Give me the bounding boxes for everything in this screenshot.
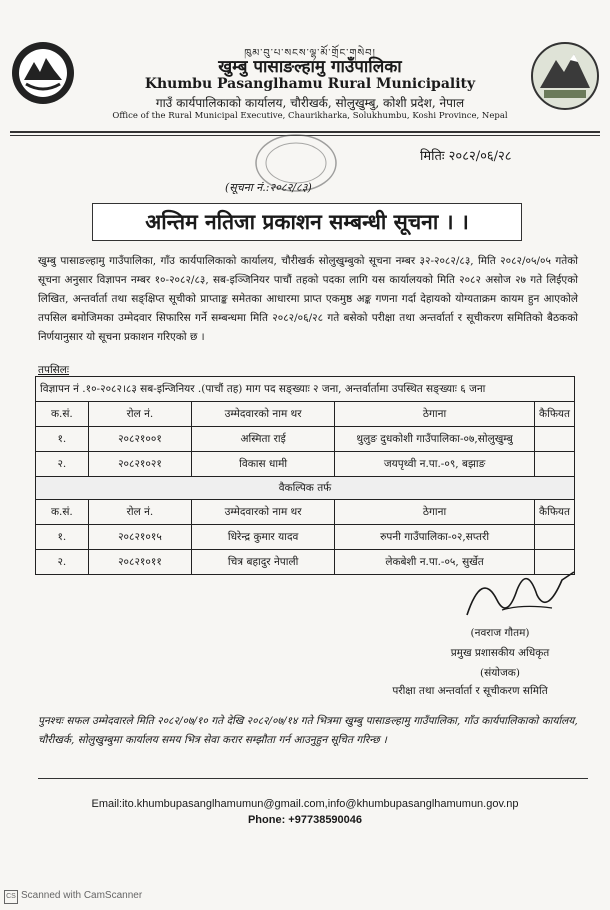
alternate-section-label: वैकल्पिक तर्फ — [36, 477, 575, 500]
nepal-emblem-logo — [10, 40, 76, 106]
cell-roll: २०८२१००१ — [88, 427, 191, 452]
notice-reference: (सूचना नं.:२०८२/८३) — [225, 181, 312, 194]
scanner-text: Scanned with CamScanner — [21, 890, 143, 901]
table-row — [36, 525, 575, 550]
signatory-designation: प्रमुख प्रशासकीय अधिकृत — [450, 647, 550, 659]
cell-sn: २. — [36, 452, 89, 477]
notice-body: खुम्बु पासाङल्हामु गाउँपालिका, गाँउ कार्यपालिकाको कार्यालय, चौरीखर्क सोलुखुम्बुको सूचना नम्बर ३२-२०८२/८३, मिति २०८२/०५/०५ गतेको सूचना अनुसार विज्ञापन नम्बर १०-२०८२/८३, सब-इञ्जिनियर पाचौं तहको पदका लागि यस कार्यालयको मिति २०८२ असोज २७ गते लिईएको लिखित, अन्तर्वार्ता तथा सङ्क्षिप्त सूचीको प्राप्ताङ्क समेतका आधारमा प्राप्त एकमुष्ठ अङ्क गणना गर्दा देहायको योग्यताक्रम कायम हुन आएकोले तपसिल बमोजिमका उम्मेदवार सिफारिस गर्ने सम्बन्धमा मिति २०८२/०६/२८ गते बसेको परीक्षा तथा अन्तर्वार्ता र सूचीकरण समितिको बैठकको निर्णयानुसार यो सूचना प्रकाशन गरिएको छ । — [38, 255, 578, 343]
signatory-name: (नवराज गौतम) — [470, 627, 530, 639]
cell-address: रुपनी गाउँपालिका-०२,सप्तरी — [335, 525, 535, 550]
footer-divider — [38, 778, 588, 779]
municipality-logo — [530, 40, 600, 112]
header-tibetan: ཁུམ་བུ་པ་སངས་ལྷ་མོ་གྲོང་གསེབ། — [244, 48, 376, 59]
table-row — [36, 452, 575, 477]
contact-email[interactable]: Email:ito.khumbupasanglhamumun@gmail.com,info@khumbupasanglhamumun.gov.np — [91, 798, 519, 810]
table-header-row — [36, 500, 575, 525]
col-header-remarks: कैफियत — [535, 402, 575, 427]
scanner-watermark — [4, 890, 142, 904]
cell-remarks — [535, 452, 575, 477]
cell-sn: २. — [36, 550, 89, 575]
contact-phone: Phone: +97738590046 — [247, 814, 363, 826]
col-header-name: उम्मेदवारको नाम थर — [192, 500, 335, 525]
header-office-english: Office of the Rural Municipal Executive, Chaurikharka, Solukhumbu, Koshi Province, Nepal — [112, 111, 508, 121]
notice-date: मितिः २०८२/०६/२८ — [420, 149, 512, 164]
signature — [462, 560, 582, 630]
table-info-row — [36, 377, 575, 402]
cell-roll: २०८२१०१५ — [88, 525, 191, 550]
alternate-section-row — [36, 477, 575, 500]
header-english-name: Khumbu Pasanglhamu Rural Municipality — [144, 76, 476, 92]
cell-address: लेकबेशी न.पा.-०५, सुर्खेत — [335, 550, 535, 575]
col-header-roll: रोल नं. — [88, 402, 191, 427]
signatory-role: (संयोजक) — [480, 667, 520, 679]
table-row — [36, 427, 575, 452]
col-header-remarks: कैफियत — [535, 500, 575, 525]
cell-name: अस्मिता राई — [192, 427, 335, 452]
col-header-address: ठेगाना — [335, 402, 535, 427]
cell-sn: १. — [36, 525, 89, 550]
col-header-sn: क.सं. — [36, 500, 89, 525]
cell-sn: १. — [36, 427, 89, 452]
table-label: तपसिलः — [38, 364, 70, 376]
col-header-roll: रोल नं. — [88, 500, 191, 525]
col-header-address: ठेगाना — [335, 500, 535, 525]
cell-remarks — [535, 525, 575, 550]
cell-remarks — [535, 427, 575, 452]
table-header-row — [36, 402, 575, 427]
header-nepali-name: खुम्बु पासाङल्हामु गाउँपालिका — [218, 57, 402, 77]
cell-address: थुलुङ दुधकोशी गाउँपालिका-०७,सोलुखुम्बु — [335, 427, 535, 452]
signatory-committee: परीक्षा तथा अन्तर्वार्ता र सूचीकरण समिति — [392, 685, 548, 697]
notice-title: अन्तिम नतिजा प्रकाशन सम्बन्धी सूचना । । — [92, 203, 522, 241]
header-office-nepali: गाउँ कार्यपालिकाको कार्यालय, चौरीखर्क, सोलुखुम्बु, कोशी प्रदेश, नेपाल — [155, 96, 465, 110]
col-header-sn: क.सं. — [36, 402, 89, 427]
table-info: विज्ञापन नं .१०-२०८२।८३ सब-इन्जिनियर .(पाचौं तह) माग पद सङ्ख्याः २ जना, अन्तर्वार्तामा उपस्थित सङ्ख्याः ६ जना — [36, 377, 575, 402]
cell-address: जयपृथ्वी न.पा.-०९, बझाङ — [335, 452, 535, 477]
camscanner-icon: CS — [4, 890, 18, 904]
cell-name: धिरेन्द्र कुमार यादव — [192, 525, 335, 550]
cell-name: चित्र बहादुर नेपाली — [192, 550, 335, 575]
footer-note: पुनश्चः सफल उम्मेदवारले मिति २०८२/०७/१० गते देखि २०८२/०७/१४ गते भित्रमा खुम्बु पासाङल्हामु गाउँपालिका, गाँउ कार्यपालिकाको कार्यालय, चौरीखर्क, सोलुखुम्बुमा कार्यालय समय भित्र सेवा करार सम्झौता गर्न आउनुहुन सूचित गरिन्छ । — [38, 715, 578, 746]
results-table — [35, 376, 575, 575]
cell-roll: २०८२१०११ — [88, 550, 191, 575]
cell-name: विकास धामी — [192, 452, 335, 477]
cell-roll: २०८२१०२१ — [88, 452, 191, 477]
col-header-name: उम्मेदवारको नाम थर — [192, 402, 335, 427]
